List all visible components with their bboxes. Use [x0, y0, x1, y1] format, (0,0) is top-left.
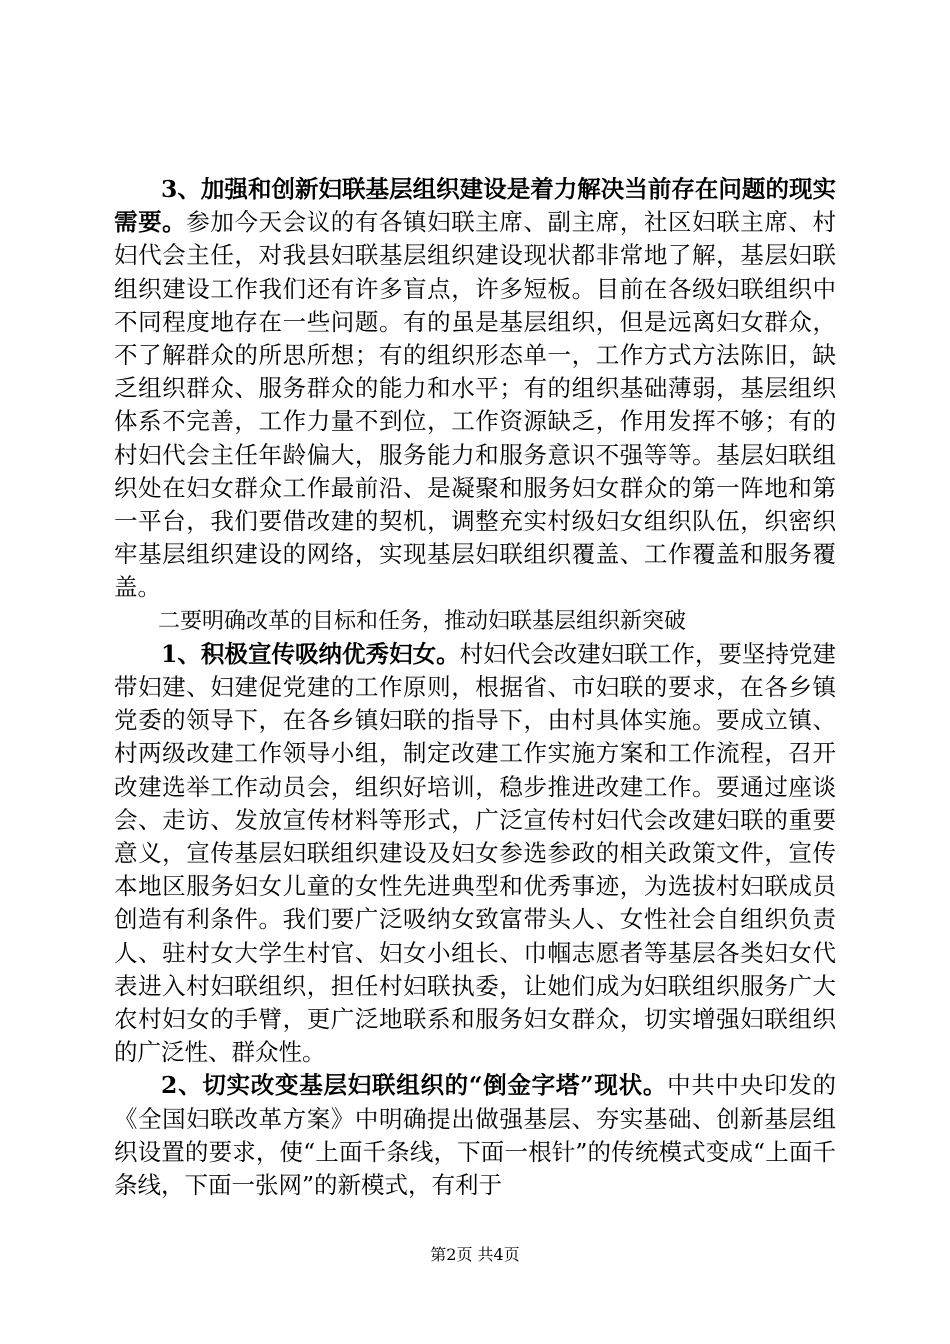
paragraph-2-body: 村妇代会改建妇联工作，要坚持党建带妇建、妇建促党建的工作原则，根据省、市妇联的要求，在各乡镇党委的领导下，在各乡镇妇联的指导下，由村具体实施。要成立镇、村两级改建工作领导小组，制定改建工作实施方案和工作流程，召开改建选举工作动员会，组织好培训，稳步推进改建工作。要通过座谈会、走访、发放宣传材料等形式，广泛宣传村妇代会改建妇联的重要意义，宣传基层妇联组织建设及妇女参选参政的相关政策文件，宣传本地区服务妇女儿童的女性先进典型和优秀事迹，为选拔村妇联成员创造有利条件。我们要广泛吸纳女致富带头人、女性社会自组织负责人、驻村女大学生村官、妇女小组长、巾帼志愿者等基层各类妇女代表进入村妇联组织，担任村妇联执委，让她们成为妇联组织服务广大农村妇女的手臂，更广泛地联系和服务妇女群众，切实增强妇联组织的广泛性、群众性。	[114, 639, 836, 1067]
paragraph-2-lead: 1、积极宣传吸纳优秀妇女。	[161, 639, 460, 668]
page-footer: 第2页 共4页	[430, 1245, 520, 1264]
paragraph-3	[114, 1069, 836, 1202]
paragraph-1-body: 参加今天会议的有各镇妇联主席、副主席，社区妇联主席、村妇代会主任，对我县妇联基层组织建设现状都非常地了解，基层妇联组织建设工作我们还有许多盲点，许多短板。目前在各级妇联组织中不同程度地存在一些问题。有的虽是基层组织，但是远离妇女群众，不了解群众的所思所想；有的组织形态单一，工作方式方法陈旧，缺乏组织群众、服务群众的能力和水平；有的组织基础薄弱，基层组织体系不完善，工作力量不到位，工作资源缺乏，作用发挥不够；有的村妇代会主任年龄偏大，服务能力和服务意识不强等等。基层妇联组织处在妇女群众工作最前沿、是凝聚和服务妇女群众的第一阵地和第一平台，我们要借改建的契机，调整充实村级妇女组织队伍，织密织牢基层组织建设的网络，实现基层妇联组织覆盖、工作覆盖和服务覆盖。	[114, 208, 837, 602]
document-body	[114, 173, 836, 1202]
paragraph-3-lead: 2、切实改变基层妇联组织的“倒金字塔”现状。	[161, 1071, 668, 1100]
paragraph-2	[114, 638, 836, 1070]
section-heading-2: 二要明确改革的目标和任务，推动妇联基层组织新突破	[158, 608, 687, 634]
paragraph-3-body: 中共中央印发的《全国妇联改革方案》中明确提出做强基层、夯实基础、创新基层组织设置的要求，使“上面千条线，下面一根针”的传统模式变成“上面千条线，下面一张网”的新模式，有利于	[114, 1071, 836, 1200]
paragraph-1-lead: 3、加强和创新妇联基层组织建设是着力解决当前存在问题的现实需要。	[114, 175, 836, 237]
paragraph-1	[114, 173, 836, 605]
